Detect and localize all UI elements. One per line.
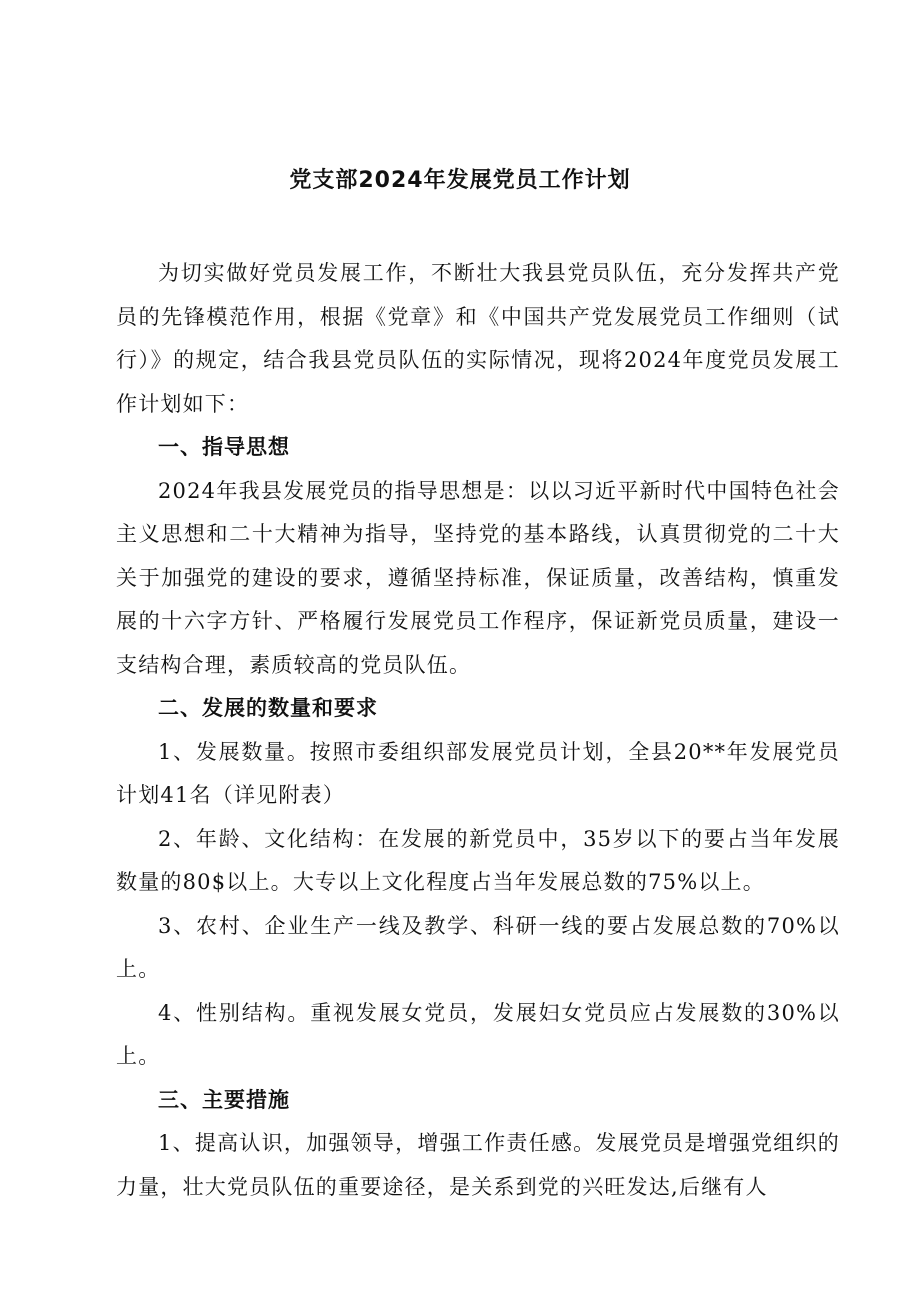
requirement-item-quantity: 1、发展数量。按照市委组织部发展党员计划，全县20**年发展党员计划41名（详见附表） <box>116 739 840 807</box>
document-body <box>116 252 840 1209</box>
requirement-item-gender: 4、性别结构。重视发展女党员，发展妇女党员应占发展数的30%以上。 <box>116 1000 840 1068</box>
guiding-thought-paragraph: 2024年我县发展党员的指导思想是：以以习近平新时代中国特色社会主义思想和二十大精神为指导，坚持党的基本路线，认真贯彻党的二十大关于加强党的建设的要求，遵循坚持标准，保证质量，改善结构，慎重发展的十六字方针、严格履行发展党员工作程序，保证新党员质量，建设一支结构合理，素质较高的党员队伍。 <box>116 478 840 677</box>
section-heading-quantity-requirements: 二、发展的数量和要求 <box>158 696 378 720</box>
document-title: 党支部2024年发展党员工作计划 <box>289 168 631 193</box>
intro-paragraph: 为切实做好党员发展工作，不断壮大我县党员队伍，充分发挥共产党员的先锋模范作用，根据《党章》和《中国共产党发展党员工作细则（试行）》的规定，结合我县党员队伍的实际情况，现将2024年度党员发展工作计划如下： <box>116 261 840 416</box>
requirement-item-frontline: 3、农村、企业生产一线及教学、科研一线的要占发展总数的70%以上。 <box>116 913 840 981</box>
section-heading-main-measures: 三、主要措施 <box>158 1087 290 1112</box>
measure-item-awareness: 1、提高认识，加强领导，增强工作责任感。发展党员是增强党组织的力量，壮大党员队伍的重要途径，是关系到党的兴旺发达,后继有人 <box>116 1131 840 1199</box>
requirement-item-age-education: 2、年龄、文化结构：在发展的新党员中，35岁以下的要占当年发展数量的80$以上。大专以上文化程度占当年发展总数的75%以上。 <box>116 826 840 894</box>
section-heading-guiding-thought: 一、指导思想 <box>158 435 290 459</box>
